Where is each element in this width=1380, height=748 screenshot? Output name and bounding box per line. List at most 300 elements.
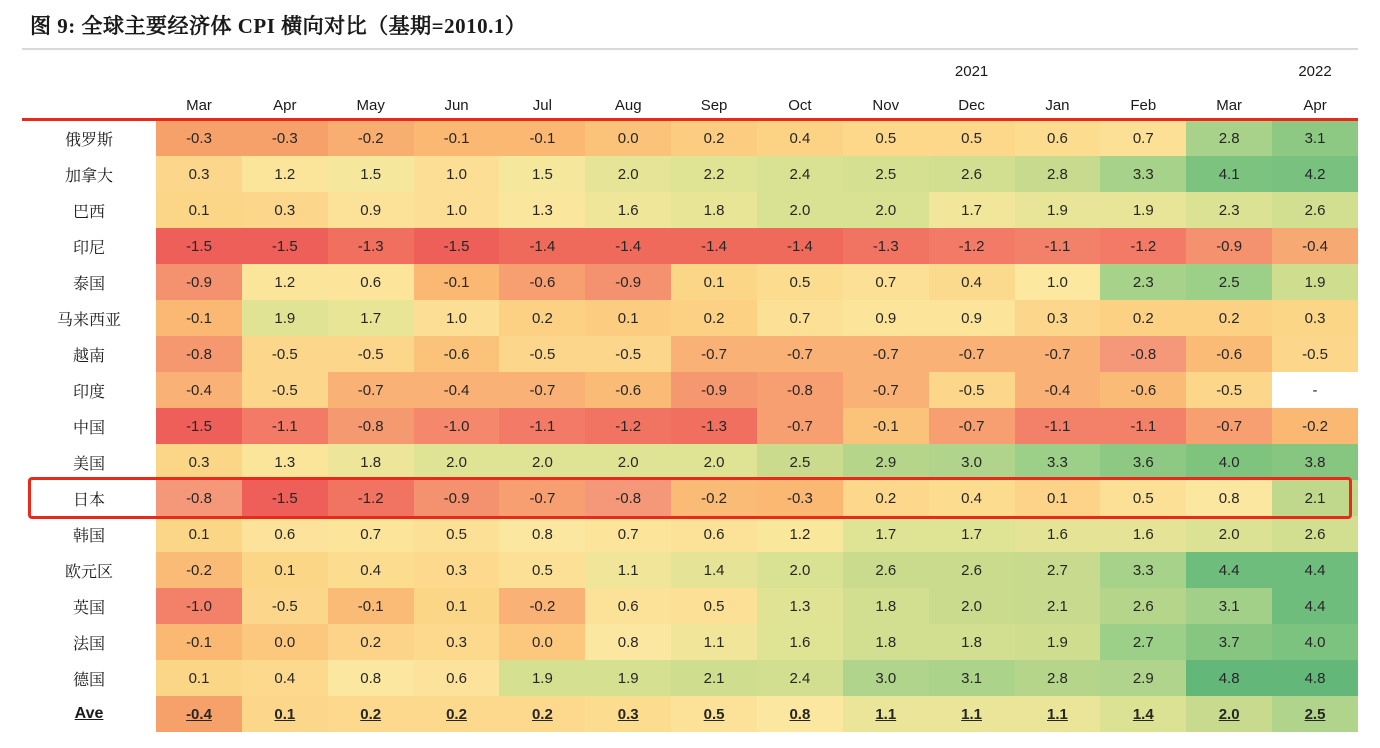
heatmap-cell: -0.8 xyxy=(1100,336,1186,372)
heatmap-cell: 3.1 xyxy=(929,660,1015,696)
heatmap-cell: 1.8 xyxy=(929,624,1015,660)
table-row xyxy=(22,480,1358,516)
year-header-spacer xyxy=(414,50,500,82)
table-row xyxy=(22,624,1358,660)
month-column-header: Aug xyxy=(614,97,642,114)
row-label-日本: 日本 xyxy=(22,480,156,516)
heatmap-cell: -0.2 xyxy=(1272,408,1358,444)
row-label-俄罗斯: 俄罗斯 xyxy=(22,120,156,156)
heatmap-cell: 1.7 xyxy=(929,192,1015,228)
heatmap-cell: 2.0 xyxy=(499,444,585,480)
year-header-row xyxy=(22,50,1358,82)
heatmap-cell: 2.9 xyxy=(1100,660,1186,696)
heatmap-cell: 0.3 xyxy=(1015,300,1101,336)
heatmap-cell: 0.6 xyxy=(328,264,414,300)
heatmap-cell: -0.7 xyxy=(757,408,843,444)
heatmap-cell: 1.3 xyxy=(242,444,328,480)
heatmap-cell: 2.8 xyxy=(1015,156,1101,192)
heatmap-cell: 3.0 xyxy=(843,660,929,696)
heatmap-cell: -0.9 xyxy=(414,480,500,516)
heatmap-cell: -0.2 xyxy=(156,552,242,588)
heatmap-cell: 2.1 xyxy=(1015,588,1101,624)
heatmap-cell: 0.2 xyxy=(328,624,414,660)
heatmap-cell: 1.9 xyxy=(1015,192,1101,228)
heatmap-cell: 0.9 xyxy=(929,300,1015,336)
heatmap-cell: -0.4 xyxy=(156,696,242,732)
table-row xyxy=(22,372,1358,408)
heatmap-cell: 0.6 xyxy=(585,588,671,624)
heatmap-cell: -1.5 xyxy=(242,228,328,264)
heatmap-cell: 2.0 xyxy=(585,444,671,480)
heatmap-cell: 0.1 xyxy=(242,552,328,588)
heatmap-cell: -1.1 xyxy=(499,408,585,444)
heatmap-cell: 1.1 xyxy=(929,696,1015,732)
heatmap-cell: -0.5 xyxy=(499,336,585,372)
heatmap-cell: -1.1 xyxy=(1015,228,1101,264)
heatmap-cell: 1.0 xyxy=(414,300,500,336)
row-label-韩国: 韩国 xyxy=(22,516,156,552)
heatmap-cell: -1.2 xyxy=(328,480,414,516)
heatmap-cell: 3.7 xyxy=(1186,624,1272,660)
row-label-法国: 法国 xyxy=(22,624,156,660)
heatmap-cell: -0.1 xyxy=(156,624,242,660)
heatmap-cell: -0.4 xyxy=(1015,372,1101,408)
row-label-印度: 印度 xyxy=(22,372,156,408)
heatmap-cell: 1.6 xyxy=(585,192,671,228)
heatmap-cell: 3.6 xyxy=(1100,444,1186,480)
month-column-header: Apr xyxy=(273,97,297,114)
heatmap-cell: 1.8 xyxy=(843,588,929,624)
heatmap-cell: 1.1 xyxy=(1015,696,1101,732)
heatmap-cell: 2.8 xyxy=(1186,120,1272,156)
heatmap-cell: -0.6 xyxy=(1100,372,1186,408)
heatmap-cell: 1.9 xyxy=(499,660,585,696)
year-header-spacer xyxy=(757,50,843,82)
header-underline xyxy=(22,118,1358,121)
heatmap-cell: 2.0 xyxy=(843,192,929,228)
heatmap-cell: -1.1 xyxy=(1100,408,1186,444)
heatmap-cell: 0.7 xyxy=(585,516,671,552)
heatmap-cell: 0.1 xyxy=(671,264,757,300)
heatmap-cell: 2.0 xyxy=(929,588,1015,624)
heatmap-cell: 1.1 xyxy=(585,552,671,588)
heatmap-cell: 2.4 xyxy=(757,156,843,192)
heatmap-cell: -1.0 xyxy=(156,588,242,624)
year-header-spacer xyxy=(499,50,585,82)
heatmap-cell: 0.8 xyxy=(499,516,585,552)
heatmap-cell: -0.7 xyxy=(499,372,585,408)
row-label-德国: 德国 xyxy=(22,660,156,696)
heatmap-cell: 1.7 xyxy=(843,516,929,552)
heatmap-cell: -0.5 xyxy=(929,372,1015,408)
heatmap-cell: -1.4 xyxy=(499,228,585,264)
heatmap-cell: 0.4 xyxy=(242,660,328,696)
year-header-spacer xyxy=(1100,50,1186,82)
heatmap-cell: 0.7 xyxy=(757,300,843,336)
heatmap-cell: -0.9 xyxy=(585,264,671,300)
heatmap-cell: 2.5 xyxy=(1272,696,1358,732)
row-label-美国: 美国 xyxy=(22,444,156,480)
heatmap-cell: -0.3 xyxy=(757,480,843,516)
heatmap-cell: 0.2 xyxy=(499,696,585,732)
heatmap-cell: -0.8 xyxy=(328,408,414,444)
heatmap-cell: -0.1 xyxy=(156,300,242,336)
heatmap-cell: -0.4 xyxy=(414,372,500,408)
heatmap-cell: 0.2 xyxy=(328,696,414,732)
heatmap-cell: -0.2 xyxy=(328,120,414,156)
month-column-header: May xyxy=(356,97,385,114)
heatmap-cell: 0.2 xyxy=(1100,300,1186,336)
heatmap-cell: 4.0 xyxy=(1186,444,1272,480)
year-header-spacer xyxy=(1015,50,1101,82)
heatmap-cell: 1.0 xyxy=(414,192,500,228)
heatmap-cell: -1.3 xyxy=(328,228,414,264)
heatmap-cell: -0.5 xyxy=(242,372,328,408)
row-label-越南: 越南 xyxy=(22,336,156,372)
heatmap-cell: 0.0 xyxy=(585,120,671,156)
heatmap-cell: 2.6 xyxy=(929,552,1015,588)
heatmap-cell: 4.2 xyxy=(1272,156,1358,192)
heatmap-cell: 0.3 xyxy=(585,696,671,732)
heatmap-cell: 0.2 xyxy=(414,696,500,732)
heatmap-cell: 1.8 xyxy=(843,624,929,660)
heatmap-cell: -0.6 xyxy=(1186,336,1272,372)
heatmap-cell: 1.0 xyxy=(1015,264,1101,300)
heatmap-cell: -1.0 xyxy=(414,408,500,444)
year-header-corner xyxy=(22,50,156,82)
month-column-header: Mar xyxy=(186,97,212,114)
table-row xyxy=(22,120,1358,156)
heatmap-cell: 2.3 xyxy=(1186,192,1272,228)
table-row xyxy=(22,228,1358,264)
heatmap-cell: 4.8 xyxy=(1272,660,1358,696)
heatmap-cell: 3.3 xyxy=(1100,156,1186,192)
heatmap-cell: 4.8 xyxy=(1186,660,1272,696)
heatmap-cell: 1.2 xyxy=(242,156,328,192)
table-corner-cell xyxy=(22,82,156,120)
heatmap-cell: -0.9 xyxy=(156,264,242,300)
heatmap-cell: -0.1 xyxy=(414,120,500,156)
table-row xyxy=(22,156,1358,192)
month-header-row xyxy=(22,82,1358,120)
heatmap-cell: -0.1 xyxy=(843,408,929,444)
heatmap-cell: 2.6 xyxy=(1272,516,1358,552)
heatmap-cell: 0.4 xyxy=(757,120,843,156)
table-row xyxy=(22,516,1358,552)
heatmap-cell: 0.1 xyxy=(414,588,500,624)
heatmap-cell: 3.8 xyxy=(1272,444,1358,480)
heatmap-cell: 0.7 xyxy=(1100,120,1186,156)
heatmap-cell: -0.8 xyxy=(156,480,242,516)
heatmap-cell: 3.0 xyxy=(929,444,1015,480)
year-header-spacer xyxy=(242,50,328,82)
heatmap-cell: -1.5 xyxy=(156,408,242,444)
heatmap-cell: 0.8 xyxy=(585,624,671,660)
heatmap-cell: 0.8 xyxy=(757,696,843,732)
table-row xyxy=(22,444,1358,480)
heatmap-cell: 0.5 xyxy=(671,696,757,732)
heatmap-cell: 4.4 xyxy=(1272,588,1358,624)
heatmap-cell: 0.0 xyxy=(242,624,328,660)
heatmap-cell: 0.9 xyxy=(328,192,414,228)
heatmap-cell: 2.1 xyxy=(1272,480,1358,516)
heatmap-cell: 2.6 xyxy=(843,552,929,588)
year-header-spacer xyxy=(156,50,242,82)
heatmap-cell: 0.1 xyxy=(156,660,242,696)
heatmap-cell: 2.0 xyxy=(757,552,843,588)
heatmap-cell: -0.7 xyxy=(757,336,843,372)
heatmap-cell: 0.5 xyxy=(1100,480,1186,516)
heatmap-cell: 0.7 xyxy=(328,516,414,552)
heatmap-cell: 2.3 xyxy=(1100,264,1186,300)
heatmap-cell: 0.3 xyxy=(1272,300,1358,336)
heatmap-cell: 2.8 xyxy=(1015,660,1101,696)
heatmap-cell: 4.1 xyxy=(1186,156,1272,192)
heatmap-cell: 2.6 xyxy=(1100,588,1186,624)
month-column-header: Nov xyxy=(872,97,900,114)
heatmap-cell: 0.5 xyxy=(499,552,585,588)
month-column-header: Sep xyxy=(700,97,728,114)
heatmap-cell: 1.4 xyxy=(671,552,757,588)
heatmap-cell: 1.1 xyxy=(671,624,757,660)
heatmap-cell: -0.6 xyxy=(499,264,585,300)
heatmap-cell: -0.7 xyxy=(328,372,414,408)
row-label-印尼: 印尼 xyxy=(22,228,156,264)
row-label-加拿大: 加拿大 xyxy=(22,156,156,192)
heatmap-cell: -0.9 xyxy=(671,372,757,408)
heatmap-cell: 4.0 xyxy=(1272,624,1358,660)
heatmap-cell: -0.7 xyxy=(671,336,757,372)
heatmap-cell: 1.6 xyxy=(757,624,843,660)
heatmap-cell: 2.6 xyxy=(929,156,1015,192)
heatmap-cell: -0.2 xyxy=(499,588,585,624)
year-header-spacer xyxy=(1186,50,1272,82)
heatmap-cell: -1.2 xyxy=(929,228,1015,264)
heatmap-cell: 0.1 xyxy=(1015,480,1101,516)
heatmap-cell: 2.7 xyxy=(1100,624,1186,660)
year-header-spacer xyxy=(843,50,929,82)
heatmap-cell: 1.3 xyxy=(757,588,843,624)
heatmap-cell: -0.8 xyxy=(757,372,843,408)
row-label-巴西: 巴西 xyxy=(22,192,156,228)
row-label-马来西亚: 马来西亚 xyxy=(22,300,156,336)
heatmap-cell: 0.2 xyxy=(843,480,929,516)
heatmap-cell: -1.1 xyxy=(1015,408,1101,444)
year-header-spacer xyxy=(671,50,757,82)
heatmap-cell: 2.9 xyxy=(843,444,929,480)
month-column-header: Dec xyxy=(958,97,985,114)
heatmap-cell: 1.9 xyxy=(585,660,671,696)
heatmap-cell: 0.2 xyxy=(499,300,585,336)
table-row xyxy=(22,300,1358,336)
heatmap-cell: 1.6 xyxy=(1015,516,1101,552)
heatmap-cell: 0.3 xyxy=(414,552,500,588)
table-row xyxy=(22,696,1358,732)
heatmap-cell: 2.0 xyxy=(671,444,757,480)
heatmap-cell: 0.3 xyxy=(156,444,242,480)
heatmap-cell: 0.2 xyxy=(671,120,757,156)
heatmap-cell: -0.4 xyxy=(156,372,242,408)
heatmap-cell: 3.3 xyxy=(1015,444,1101,480)
heatmap-cell: 4.4 xyxy=(1272,552,1358,588)
heatmap-cell: -0.7 xyxy=(1015,336,1101,372)
heatmap-cell: 2.5 xyxy=(843,156,929,192)
table-row xyxy=(22,588,1358,624)
heatmap-cell: -0.1 xyxy=(328,588,414,624)
heatmap-cell: -0.7 xyxy=(843,372,929,408)
heatmap-cell: 0.2 xyxy=(671,300,757,336)
month-column-header: Jul xyxy=(532,97,552,114)
heatmap-cell: 0.4 xyxy=(929,480,1015,516)
heatmap-cell: -0.6 xyxy=(414,336,500,372)
heatmap-cell: 0.2 xyxy=(1186,300,1272,336)
heatmap-cell: 0.4 xyxy=(328,552,414,588)
heatmap-cell: -0.1 xyxy=(499,120,585,156)
heatmap-cell: -0.5 xyxy=(328,336,414,372)
heatmap-cell: 2.0 xyxy=(1186,696,1272,732)
heatmap-cell: 2.4 xyxy=(757,660,843,696)
table-header xyxy=(22,50,1358,120)
table-row xyxy=(22,336,1358,372)
heatmap-cell: 0.8 xyxy=(1186,480,1272,516)
heatmap-cell: 0.7 xyxy=(843,264,929,300)
heatmap-cell: -0.7 xyxy=(843,336,929,372)
heatmap-cell: 1.7 xyxy=(328,300,414,336)
heatmap-cell: 2.0 xyxy=(1186,516,1272,552)
heatmap-cell: -0.7 xyxy=(1186,408,1272,444)
heatmap-cell: 2.5 xyxy=(1186,264,1272,300)
heatmap-cell: 3.1 xyxy=(1272,120,1358,156)
heatmap-cell: -0.7 xyxy=(929,408,1015,444)
heatmap-cell: -0.5 xyxy=(1186,372,1272,408)
year-header-spacer xyxy=(328,50,414,82)
heatmap-cell: 0.8 xyxy=(328,660,414,696)
table-row xyxy=(22,552,1358,588)
heatmap-cell: 0.1 xyxy=(242,696,328,732)
heatmap-cell: 0.5 xyxy=(671,588,757,624)
row-label-泰国: 泰国 xyxy=(22,264,156,300)
table-body xyxy=(22,120,1358,732)
heatmap-cell: 0.1 xyxy=(585,300,671,336)
figure-title: 图 9: 全球主要经济体 CPI 横向对比（基期=2010.1） xyxy=(30,14,527,38)
heatmap-cell: 1.1 xyxy=(843,696,929,732)
heatmap-cell: -0.5 xyxy=(1272,336,1358,372)
heatmap-cell: 1.9 xyxy=(242,300,328,336)
heatmap-cell: 3.3 xyxy=(1100,552,1186,588)
heatmap-cell: 3.1 xyxy=(1186,588,1272,624)
heatmap-cell: 0.5 xyxy=(414,516,500,552)
heatmap-cell: 0.5 xyxy=(757,264,843,300)
heatmap-cell: 1.9 xyxy=(1272,264,1358,300)
heatmap-cell: -0.5 xyxy=(242,588,328,624)
heatmap-cell: -0.7 xyxy=(929,336,1015,372)
cpi-heatmap-table xyxy=(22,50,1358,732)
heatmap-cell: -1.4 xyxy=(585,228,671,264)
month-column-header: Jun xyxy=(444,97,469,114)
heatmap-cell: 1.0 xyxy=(414,156,500,192)
heatmap-cell: 1.9 xyxy=(1015,624,1101,660)
heatmap-cell: 0.1 xyxy=(156,516,242,552)
heatmap-cell: -0.8 xyxy=(156,336,242,372)
year-label: 2022 xyxy=(1298,63,1332,80)
heatmap-cell: 0.9 xyxy=(843,300,929,336)
heatmap-cell: 2.5 xyxy=(757,444,843,480)
heatmap-cell: 0.4 xyxy=(929,264,1015,300)
heatmap-cell: 1.6 xyxy=(1100,516,1186,552)
year-label: 2021 xyxy=(954,63,989,80)
month-column-header: Jan xyxy=(1045,97,1070,114)
heatmap-cell: -1.1 xyxy=(242,408,328,444)
heatmap-cell: 1.5 xyxy=(499,156,585,192)
heatmap-table-wrap xyxy=(22,50,1358,732)
heatmap-cell: -1.5 xyxy=(414,228,500,264)
heatmap-cell: 0.3 xyxy=(156,156,242,192)
heatmap-cell: 1.3 xyxy=(499,192,585,228)
heatmap-cell: -0.8 xyxy=(585,480,671,516)
heatmap-cell: -1.2 xyxy=(585,408,671,444)
table-row xyxy=(22,660,1358,696)
heatmap-cell: 4.4 xyxy=(1186,552,1272,588)
heatmap-cell: 1.8 xyxy=(671,192,757,228)
heatmap-cell: 0.3 xyxy=(242,192,328,228)
heatmap-cell: -0.6 xyxy=(585,372,671,408)
heatmap-cell: 1.2 xyxy=(242,264,328,300)
heatmap-cell: 2.0 xyxy=(757,192,843,228)
heatmap-cell: -0.7 xyxy=(499,480,585,516)
heatmap-cell: 2.7 xyxy=(1015,552,1101,588)
table-row xyxy=(22,408,1358,444)
heatmap-cell: 0.6 xyxy=(671,516,757,552)
row-label-中国: 中国 xyxy=(22,408,156,444)
heatmap-cell: 0.6 xyxy=(414,660,500,696)
heatmap-cell: - xyxy=(1272,372,1358,408)
heatmap-cell: -0.1 xyxy=(414,264,500,300)
heatmap-cell: 2.0 xyxy=(414,444,500,480)
row-label-欧元区: 欧元区 xyxy=(22,552,156,588)
table-row xyxy=(22,192,1358,228)
heatmap-cell: 0.6 xyxy=(242,516,328,552)
heatmap-cell: 1.7 xyxy=(929,516,1015,552)
month-column-header: Apr xyxy=(1303,97,1327,114)
heatmap-cell: -0.5 xyxy=(585,336,671,372)
year-header-spacer xyxy=(585,50,671,82)
row-label-英国: 英国 xyxy=(22,588,156,624)
heatmap-cell: -0.9 xyxy=(1186,228,1272,264)
row-label-Ave: Ave xyxy=(22,696,156,732)
heatmap-cell: -1.5 xyxy=(156,228,242,264)
heatmap-cell: 0.5 xyxy=(929,120,1015,156)
heatmap-cell: -1.3 xyxy=(671,408,757,444)
heatmap-cell: 0.5 xyxy=(843,120,929,156)
heatmap-cell: -0.4 xyxy=(1272,228,1358,264)
heatmap-cell: 2.2 xyxy=(671,156,757,192)
month-column-header: Mar xyxy=(1216,97,1243,114)
heatmap-cell: -1.2 xyxy=(1100,228,1186,264)
heatmap-cell: -0.2 xyxy=(671,480,757,516)
heatmap-cell: 2.6 xyxy=(1272,192,1358,228)
heatmap-cell: 1.2 xyxy=(757,516,843,552)
heatmap-cell: -0.3 xyxy=(156,120,242,156)
heatmap-cell: -1.4 xyxy=(757,228,843,264)
heatmap-cell: 1.8 xyxy=(328,444,414,480)
heatmap-cell: -1.3 xyxy=(843,228,929,264)
month-column-header: Feb xyxy=(1130,97,1157,114)
heatmap-cell: -1.4 xyxy=(671,228,757,264)
heatmap-cell: -0.3 xyxy=(242,120,328,156)
heatmap-cell: 2.0 xyxy=(585,156,671,192)
month-column-header: Oct xyxy=(788,97,812,114)
heatmap-cell: 0.1 xyxy=(156,192,242,228)
